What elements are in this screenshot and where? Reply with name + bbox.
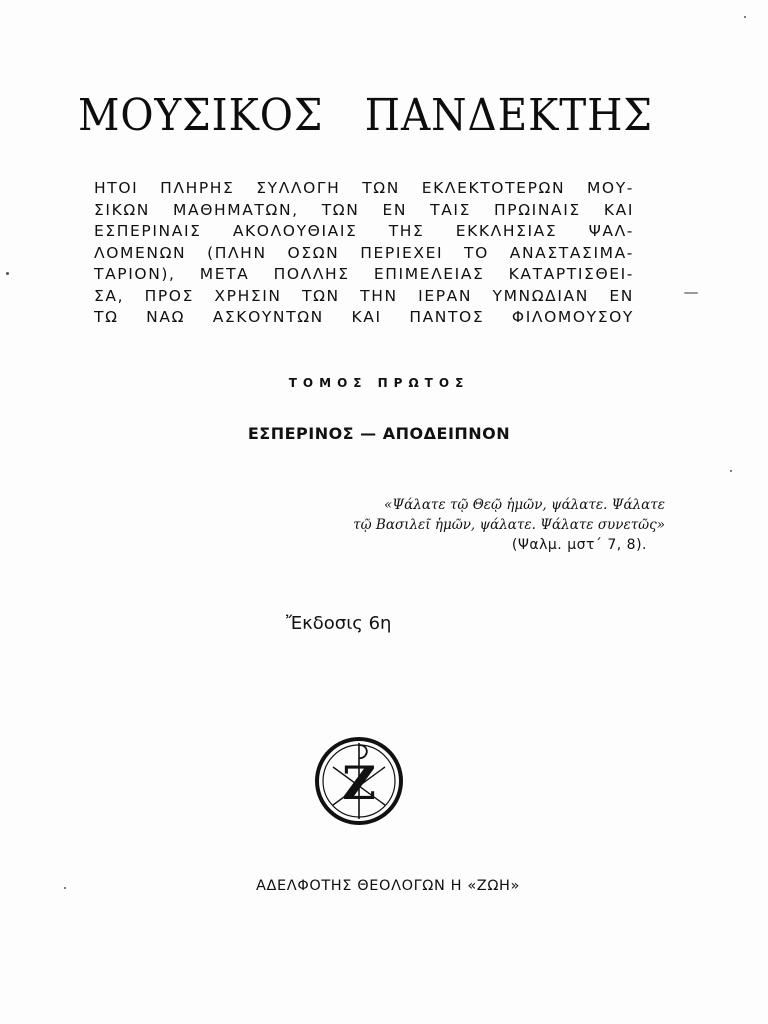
subtitle-line: ΤΑΡΙΟΝ), ΜΕΤΑ ΠΟΛΛΗΣ ΕΠΙΜΕΛΕΙΑΣ ΚΑΤΑΡΤΙΣΘΕΙ- [94, 265, 634, 283]
page-title: ΜΟΥΣΙΚΟΣ ΠΑΝΔΕΚΤΗΣ [78, 90, 653, 141]
emblem-letter: Ζ [342, 756, 376, 810]
subtitle-line: ΛΟΜΕΝΩΝ (ΠΛΗΝ ΟΣΩΝ ΠΕΡΙΕΧΕΙ ΤΟ ΑΝΑΣΤΑΣΙΜΑ- [94, 243, 634, 262]
print-speck [6, 272, 9, 275]
section-heading: ΕΣΠΕΡΙΝΟΣ — ΑΠΟΔΕΙΠΝΟΝ [247, 424, 511, 443]
subtitle-line: ΤΩ ΝΑΩ ΑΣΚΟΥΝΤΩΝ ΚΑΙ ΠΑΝΤΟΣ ΦΙΛΟΜΟΥΣΟΥ [94, 308, 634, 326]
epigraph-quote [290, 495, 665, 555]
print-speck [64, 887, 66, 889]
zoe-emblem-icon [311, 733, 407, 829]
epigraph-line: «Ψάλατε τῷ Θεῷ ἡμῶν, ψάλατε. Ψάλατε [384, 497, 665, 513]
subtitle-line: ΗΤΟΙ ΠΛΗΡΗΣ ΣΥΛΛΟΓΗ ΤΩΝ ΕΚΛΕΚΤΟΤΕΡΩΝ ΜΟΥ- [94, 179, 634, 197]
volume-heading: ΤΟΜΟΣ ΠΡΩΤΟΣ [288, 376, 470, 390]
subtitle-line: ΕΣΠΕΡΙΝΑΙΣ ΑΚΟΛΟΥΘΙΑΙΣ ΤΗΣ ΕΚΚΛΗΣΙΑΣ ΨΑΛ- [94, 222, 634, 240]
print-speck [730, 470, 732, 472]
epigraph-reference: (Ψαλμ. μστ΄ 7, 8). [511, 537, 647, 553]
print-speck [684, 292, 698, 294]
subtitle-line: ΣΙΚΩΝ ΜΑΘΗΜΑΤΩΝ, ΤΩΝ ΕΝ ΤΑΙΣ ΠΡΩΙΝΑΙΣ ΚΑΙ [94, 200, 634, 219]
epigraph-line: τῷ Βασιλεῖ ἡμῶν, ψάλατε. Ψάλατε συνετῶς» [353, 517, 665, 533]
publisher-name: ΑΔΕΛΦΟΤΗΣ ΘΕΟΛΟΓΩΝ Η «ΖΩΗ» [256, 878, 520, 894]
edition-label: Ἔκδοσις 6η [286, 613, 392, 634]
subtitle-line: ΣΑ, ΠΡΟΣ ΧΡΗΣΙΝ ΤΩΝ ΤΗΝ ΙΕΡΑΝ ΥΜΝΩΔΙΑΝ ΕΝ [94, 286, 634, 305]
print-speck [744, 16, 746, 18]
subtitle-paragraph [94, 178, 634, 329]
